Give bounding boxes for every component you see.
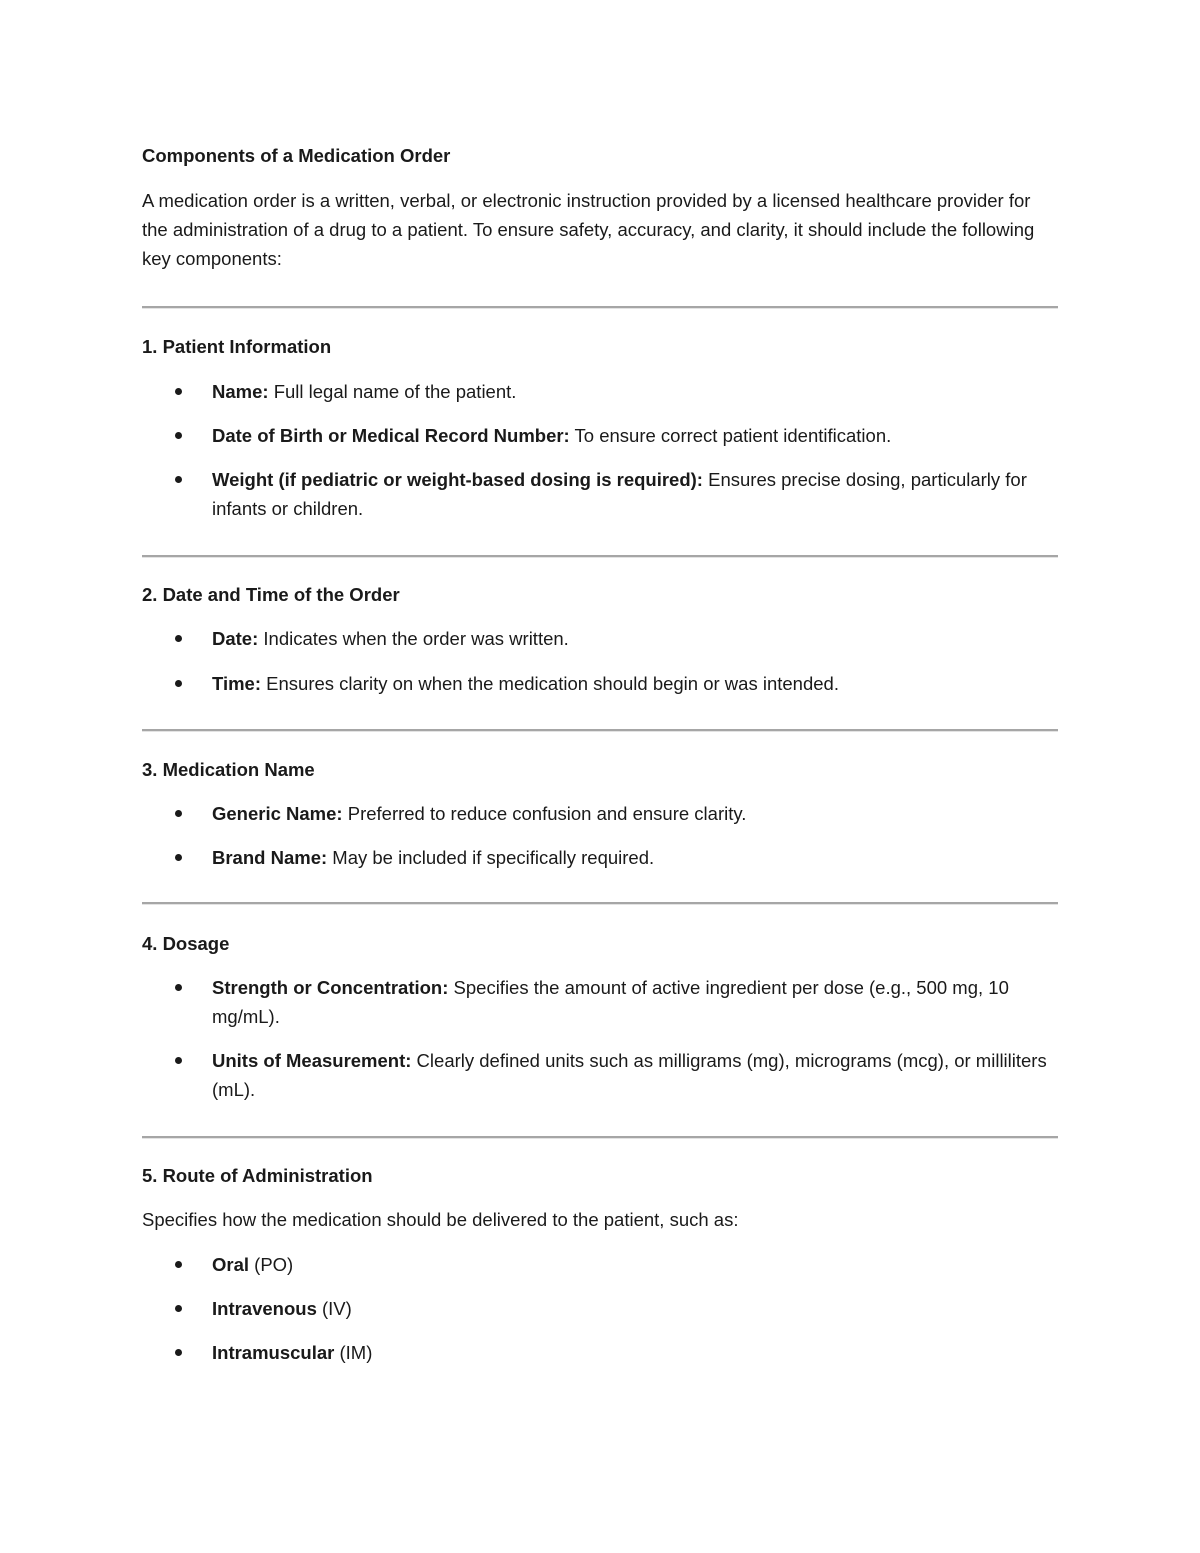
list-item bbox=[142, 669, 1058, 698]
item-text: (IM) bbox=[334, 1342, 373, 1363]
bullet-icon bbox=[175, 854, 182, 861]
bullet-icon bbox=[175, 1261, 182, 1268]
bullet-icon bbox=[175, 635, 182, 642]
horizontal-rule bbox=[142, 902, 1058, 905]
date-time-list bbox=[142, 624, 1058, 698]
bullet-icon bbox=[175, 476, 182, 483]
item-text: Full legal name of the patient. bbox=[268, 381, 517, 402]
list-item bbox=[142, 1250, 1058, 1279]
list-item bbox=[142, 421, 1058, 450]
list-item bbox=[142, 465, 1058, 523]
item-label: Brand Name: bbox=[212, 847, 328, 868]
item-text: Ensures precise dosing, particularly for infants or children. bbox=[212, 469, 1027, 519]
route-list bbox=[142, 1250, 1058, 1367]
section-heading-dosage: 4. Dosage bbox=[142, 933, 230, 954]
list-item bbox=[142, 1338, 1058, 1367]
section-heading-patient-information: 1. Patient Information bbox=[142, 336, 332, 357]
bullet-icon bbox=[175, 1349, 182, 1356]
list-item bbox=[142, 1294, 1058, 1323]
item-text: Specifies the amount of active ingredient per dose (e.g., 500 mg, 10 mg/mL). bbox=[212, 977, 1009, 1027]
medication-name-list bbox=[142, 799, 1058, 872]
dosage-list bbox=[142, 973, 1058, 1104]
route-intro-paragraph: Specifies how the medication should be delivered to the patient, such as: bbox=[142, 1209, 739, 1230]
item-label: Name: bbox=[212, 381, 269, 402]
item-label: Generic Name: bbox=[212, 803, 343, 824]
item-text: To ensure correct patient identification. bbox=[569, 425, 892, 446]
list-item bbox=[142, 799, 1058, 828]
list-item bbox=[142, 1046, 1058, 1104]
item-label: Strength or Concentration: bbox=[212, 977, 449, 998]
bullet-icon bbox=[175, 432, 182, 439]
item-text: Preferred to reduce confusion and ensure clarity. bbox=[342, 803, 747, 824]
item-text: (PO) bbox=[249, 1254, 294, 1275]
section-heading-date-and-time: 2. Date and Time of the Order bbox=[142, 584, 400, 605]
horizontal-rule bbox=[142, 1136, 1058, 1139]
bullet-icon bbox=[175, 810, 182, 817]
document-title: Components of a Medication Order bbox=[142, 145, 451, 166]
section-heading-route-of-administration: 5. Route of Administration bbox=[142, 1165, 373, 1186]
item-label: Weight (if pediatric or weight-based dosing is required): bbox=[212, 469, 703, 490]
item-label: Intravenous bbox=[212, 1298, 317, 1319]
horizontal-rule bbox=[142, 729, 1058, 732]
item-label: Time: bbox=[212, 673, 262, 694]
item-text: May be included if specifically required. bbox=[327, 847, 655, 868]
item-text: Indicates when the order was written. bbox=[258, 628, 569, 649]
bullet-icon bbox=[175, 388, 182, 395]
bullet-icon bbox=[175, 984, 182, 991]
section-heading-medication-name: 3. Medication Name bbox=[142, 759, 315, 780]
list-item bbox=[142, 624, 1058, 653]
bullet-icon bbox=[175, 1305, 182, 1312]
item-label: Intramuscular bbox=[212, 1342, 335, 1363]
list-item bbox=[142, 973, 1058, 1031]
list-item bbox=[142, 843, 1058, 872]
item-text: (IV) bbox=[316, 1298, 352, 1319]
intro-paragraph: A medication order is a written, verbal, or electronic instruction provided by a licensed healthcare provider for the administration of a drug to a patient. To ensure safety, accuracy, and clarity, it should include the following key components: bbox=[142, 190, 1035, 269]
item-text: Clearly defined units such as milligrams (mg), micrograms (mcg), or milliliters (mL). bbox=[212, 1050, 1047, 1100]
bullet-icon bbox=[175, 1057, 182, 1064]
horizontal-rule bbox=[142, 555, 1058, 558]
item-text: Ensures clarity on when the medication should begin or was intended. bbox=[261, 673, 839, 694]
bullet-icon bbox=[175, 680, 182, 687]
item-label: Oral bbox=[212, 1254, 250, 1275]
item-label: Date: bbox=[212, 628, 259, 649]
item-label: Units of Measurement: bbox=[212, 1050, 412, 1071]
horizontal-rule bbox=[142, 306, 1058, 309]
list-item bbox=[142, 377, 1058, 406]
patient-information-list bbox=[142, 377, 1058, 523]
item-label: Date of Birth or Medical Record Number: bbox=[212, 425, 570, 446]
document-body bbox=[142, 142, 1058, 1367]
